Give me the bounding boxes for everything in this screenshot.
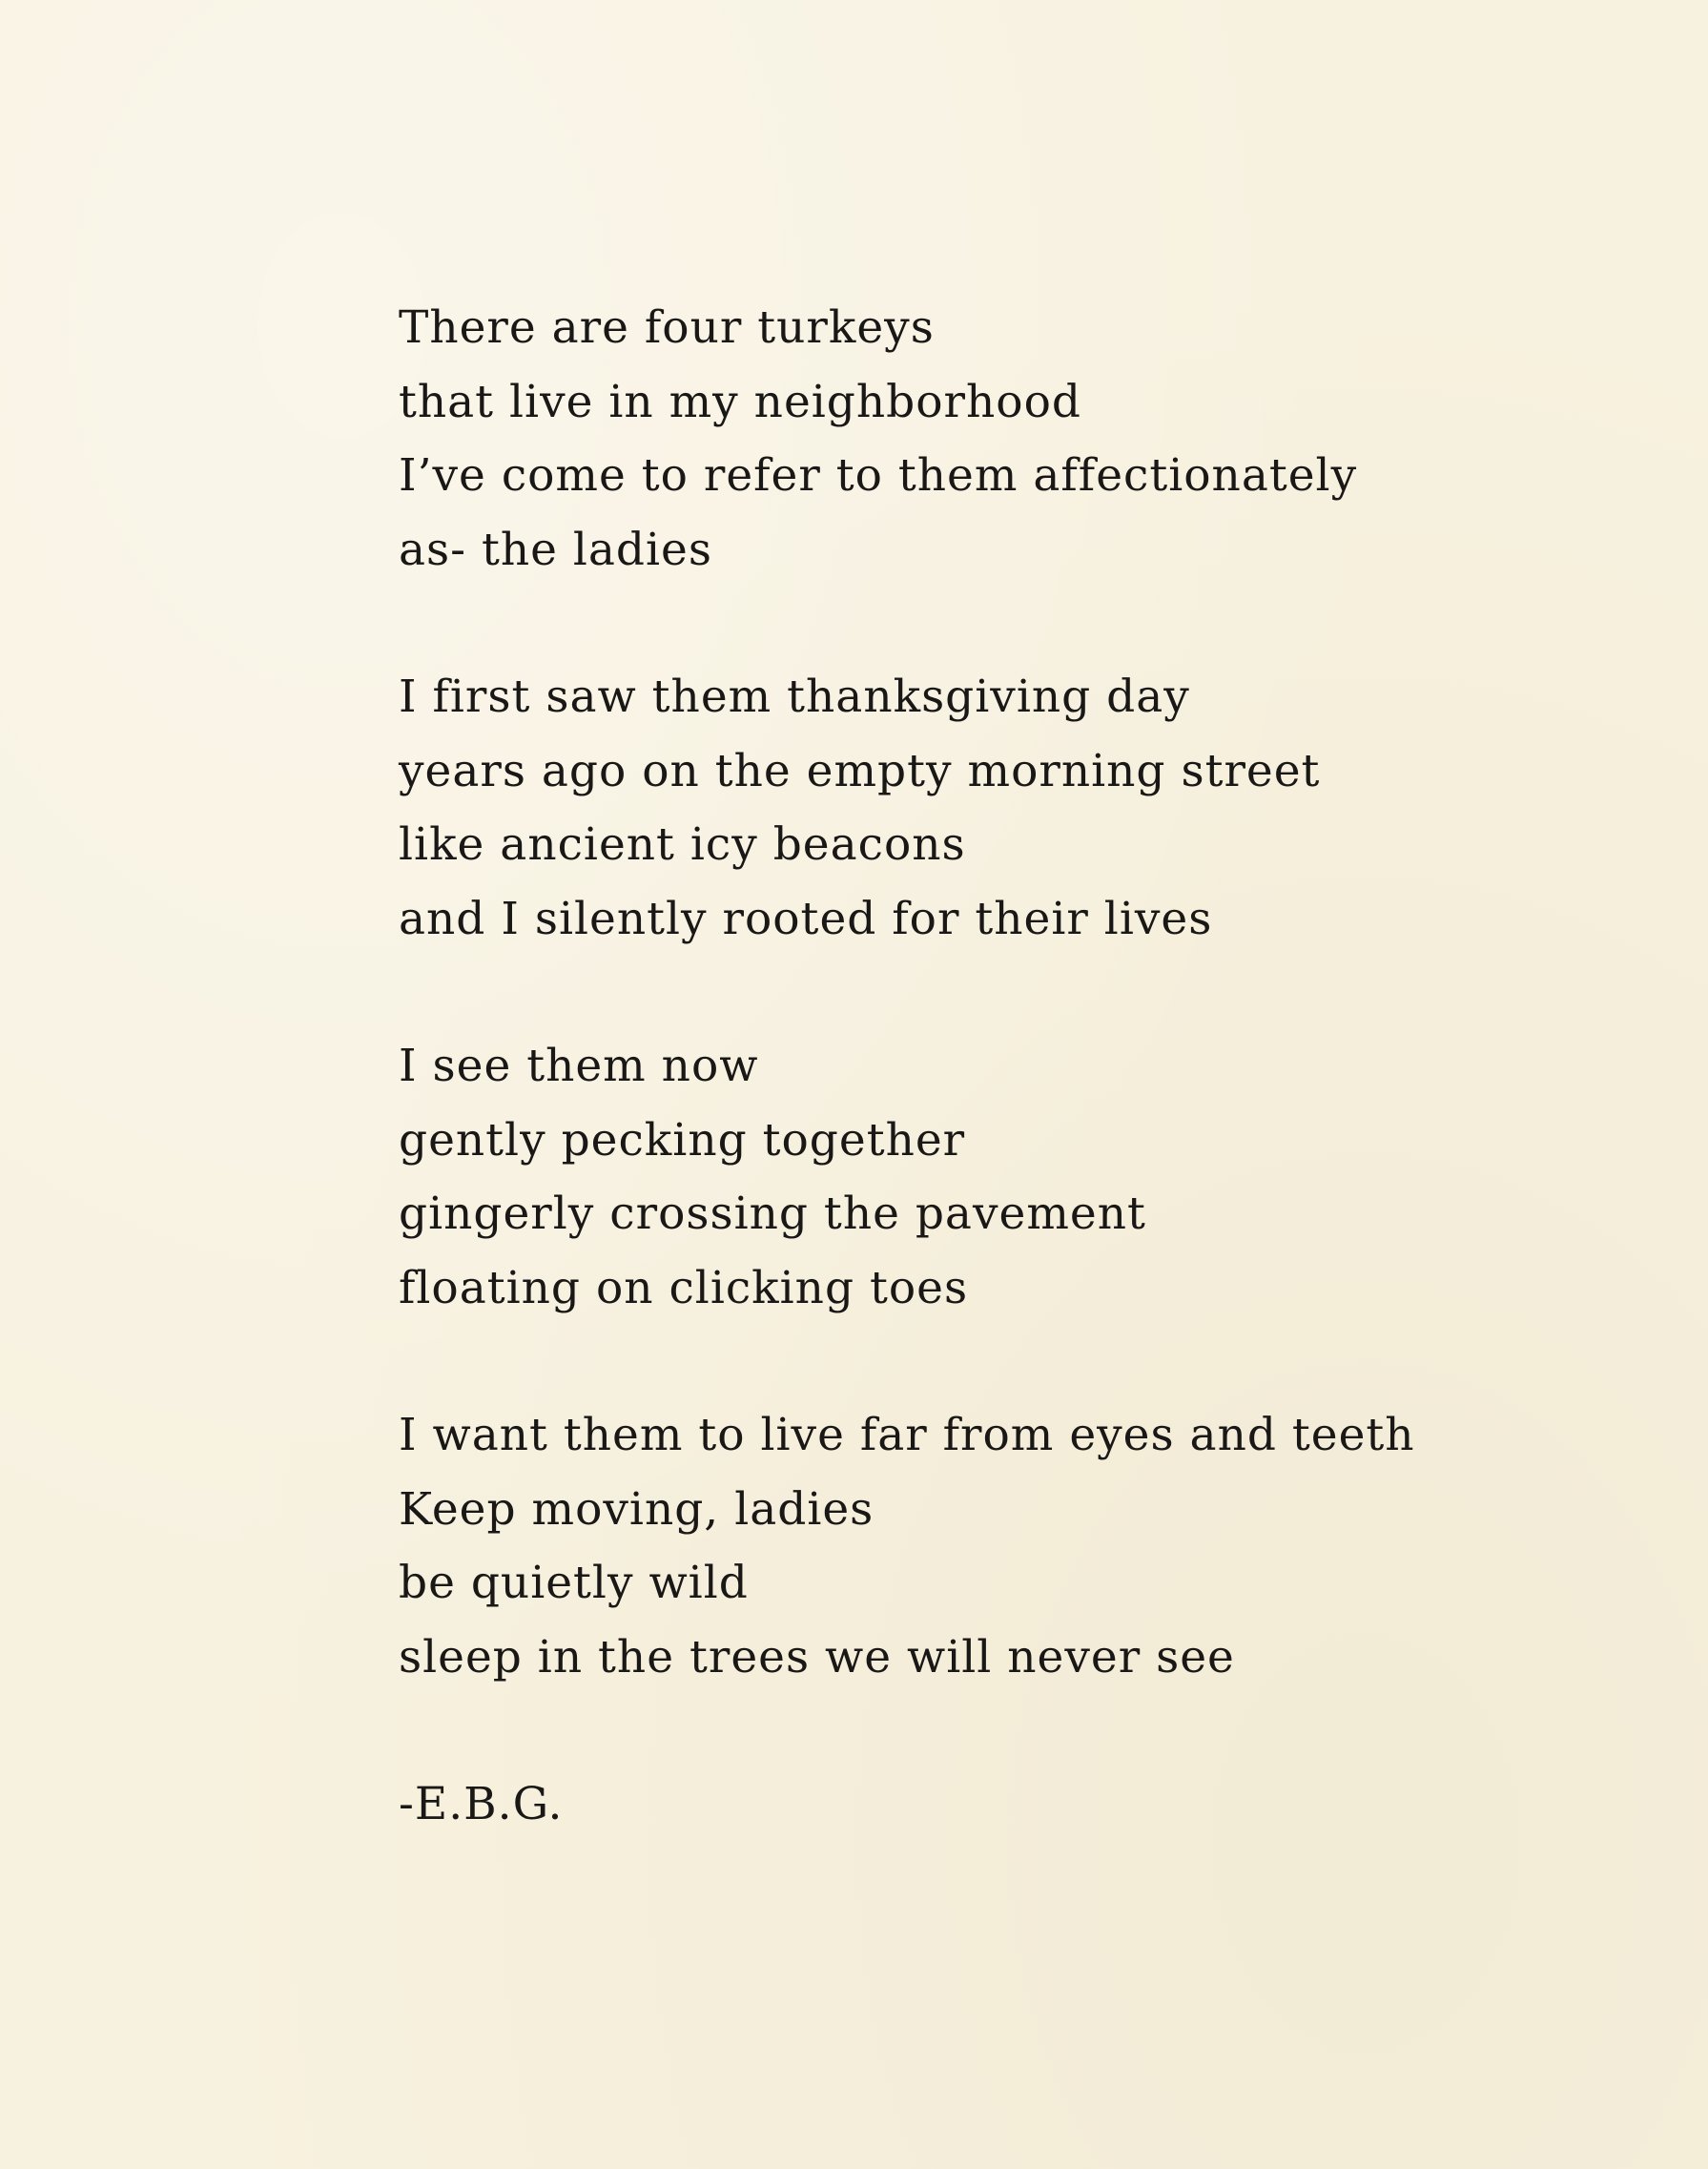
poem-line: as- the ladies — [399, 523, 712, 576]
poem-line: and I silently rooted for their lives — [399, 892, 1213, 945]
stanza-3 — [399, 1029, 1543, 1325]
poem-line: like ancient icy beacons — [399, 818, 966, 871]
poem-line: Keep moving, ladies — [399, 1482, 875, 1536]
poem-line: gently pecking together — [399, 1113, 966, 1167]
stanza-2 — [399, 660, 1543, 956]
poem-body — [399, 291, 1543, 1842]
poem-line: years ago on the empty morning street — [399, 744, 1321, 797]
poem-line: sleep in the trees we will never see — [399, 1630, 1235, 1684]
stanza-1 — [399, 291, 1543, 587]
poem-line: I want them to live far from eyes and teeth — [399, 1409, 1415, 1461]
poem-line: I see them now — [399, 1040, 759, 1092]
poem-line: that live in my neighborhood — [399, 375, 1081, 428]
poem-line: I’ve come to refer to them affectionately — [399, 449, 1358, 502]
stanza-4 — [399, 1398, 1543, 1694]
poem-line: be quietly wild — [399, 1557, 749, 1609]
poem-line: floating on clicking toes — [399, 1261, 969, 1314]
signature: -E.B.G. — [399, 1778, 564, 1830]
poem-line: gingerly crossing the pavement — [399, 1188, 1146, 1240]
poem-line: There are four turkeys — [399, 301, 935, 354]
poem-line: I first saw them thanksgiving day — [399, 671, 1190, 723]
